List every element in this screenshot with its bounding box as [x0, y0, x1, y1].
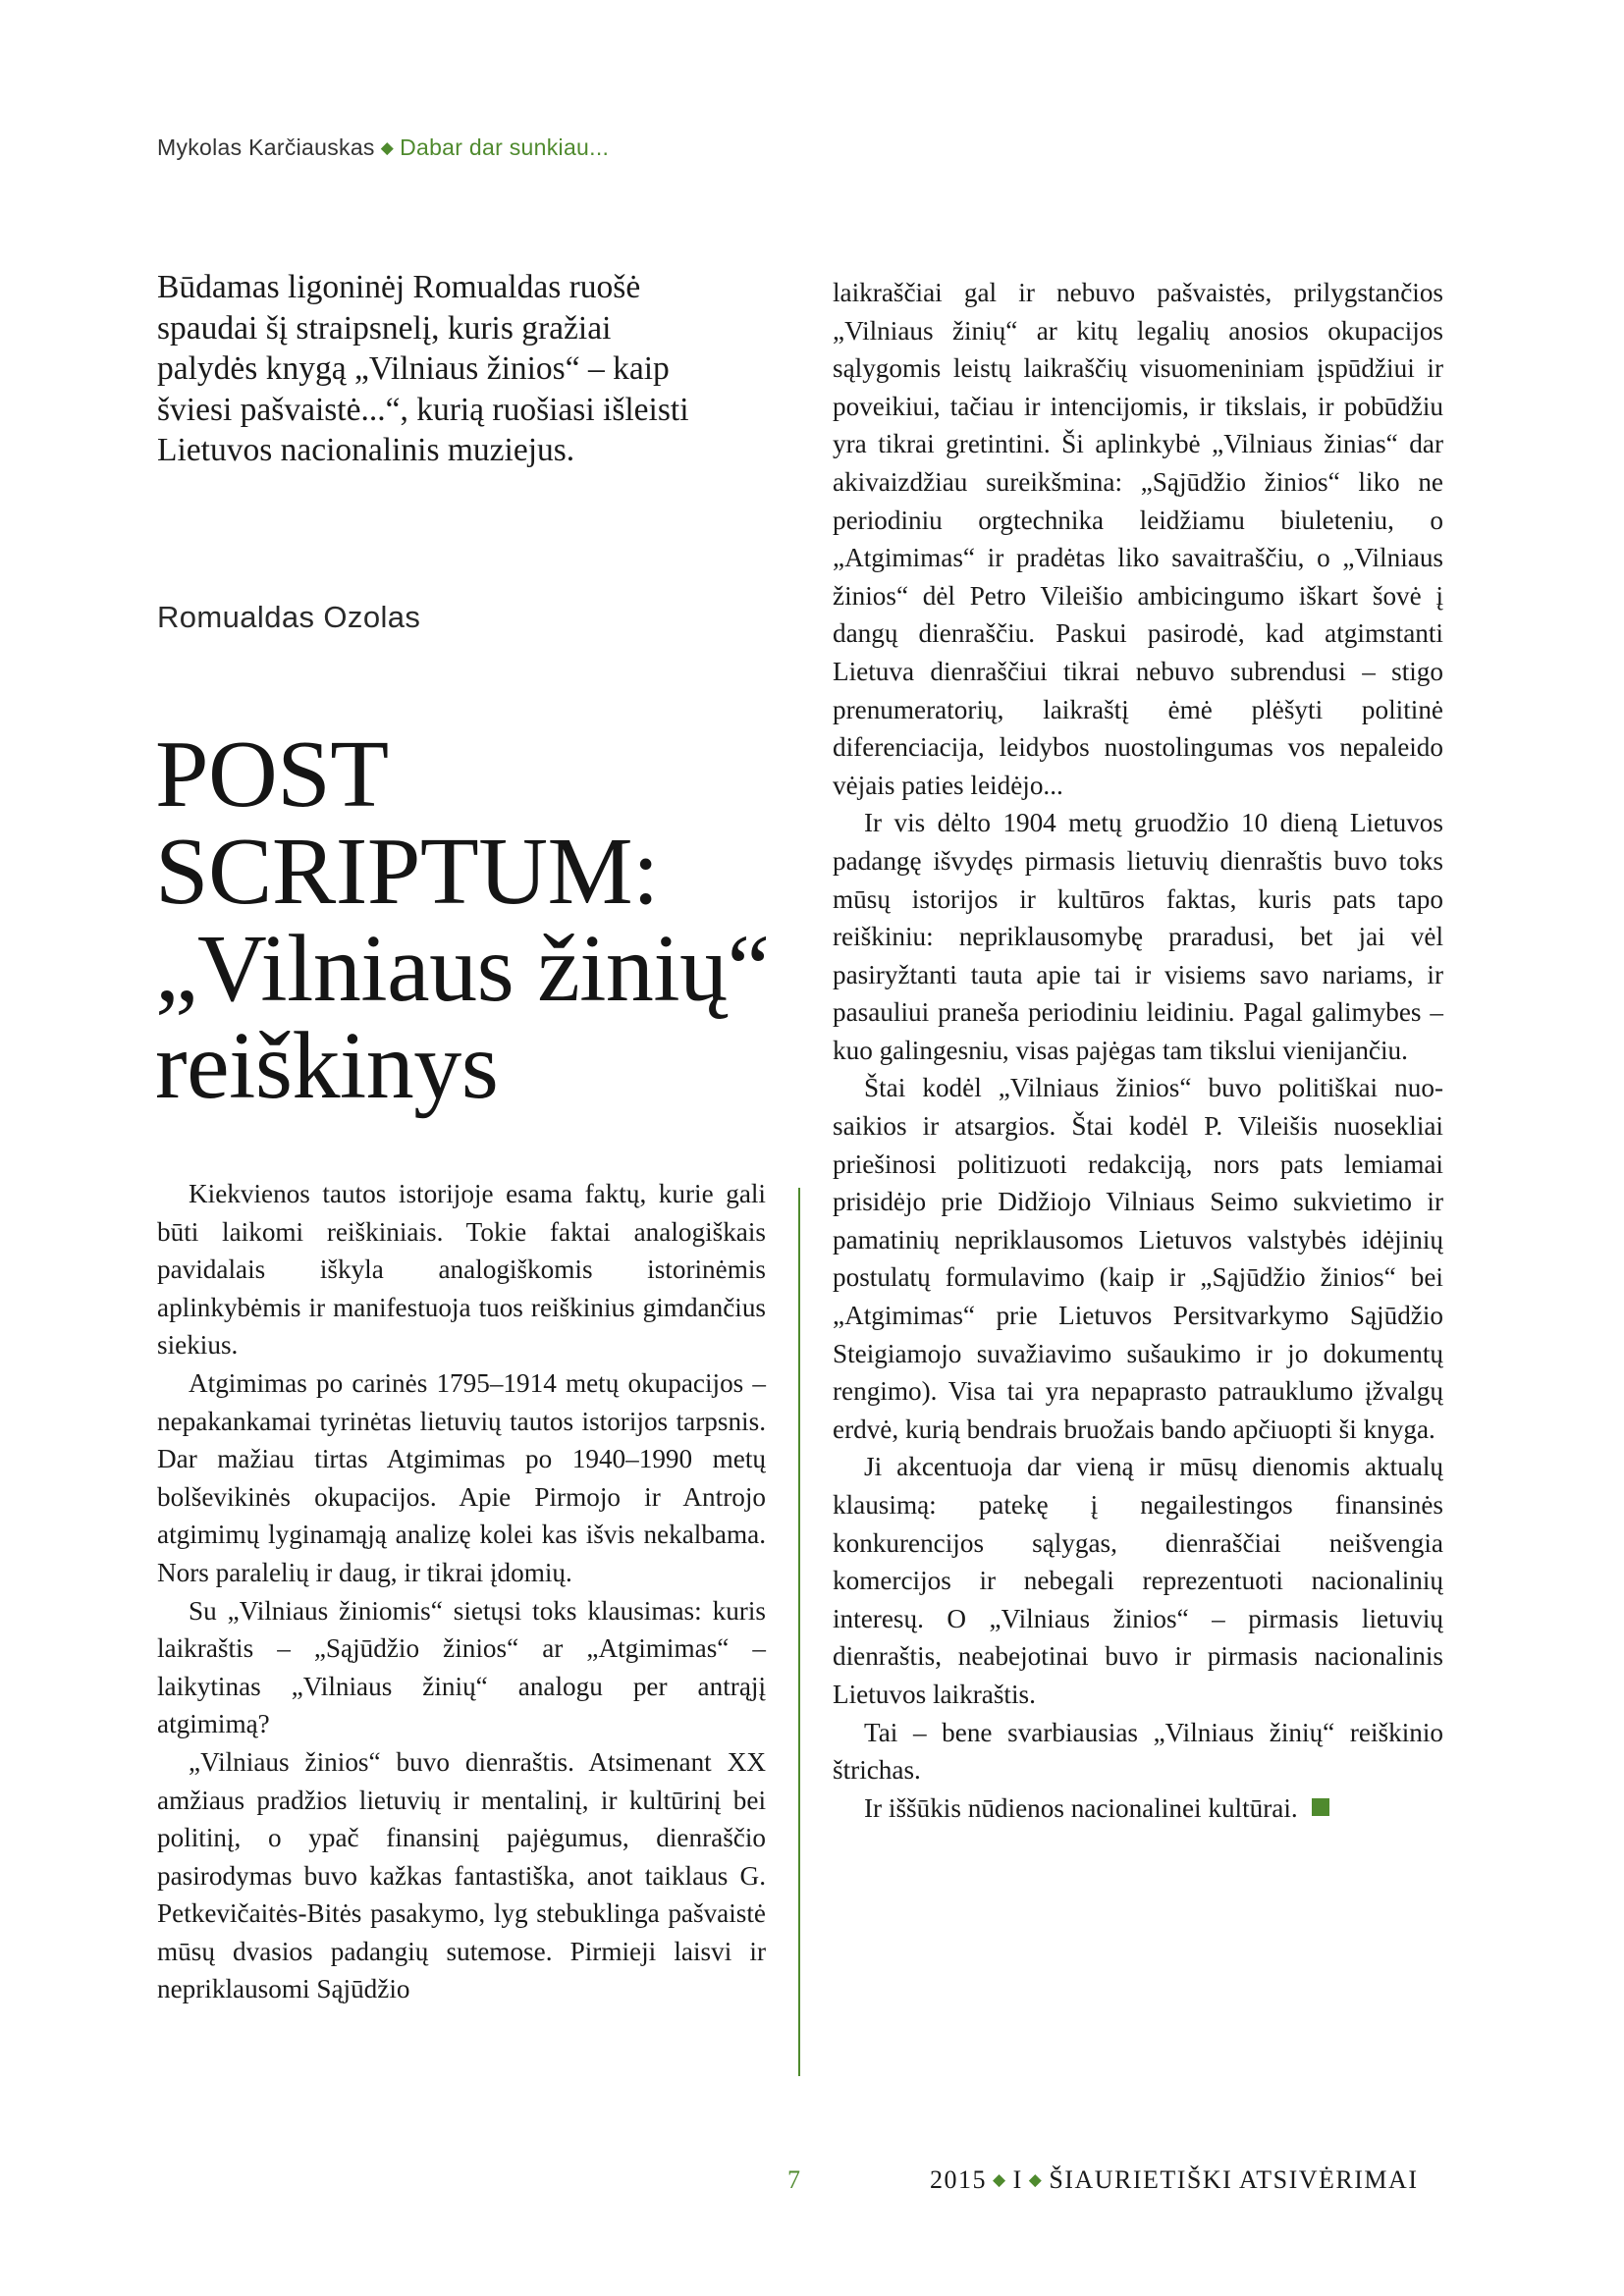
- column-divider: [798, 1188, 800, 2076]
- body-paragraph-3: Su „Vilniaus žiniomis“ sietųsi toks klausimas: kuris laikraštis – „Sąjūdžio žinios“ ar „Atgimimas“ – laikytinas „Vilniaus žinių“ analogu per antrąjį atgimimą?: [157, 1595, 766, 1739]
- headline-line-1: POST: [155, 721, 389, 828]
- running-head-author: Mykolas Karčiauskas: [157, 134, 375, 160]
- page-number: 7: [787, 2165, 800, 2194]
- body-paragraph-8: Tai – bene svarbiausias „Vilniaus žinių“ reiškinio štrichas.: [833, 1717, 1443, 1786]
- headline-line-2: SCRIPTUM:: [155, 819, 659, 925]
- body-paragraph-7: Ji akcentuoja dar vieną ir mūsų dienomis aktualų klausimą: patekę į negailestingos finansinės konkurencijos sąlygas, dienraščiai neišvengia komercijos ir nebegali reprezentuoti nacionalinių interesų. O „Vilniaus žinios“ – pirmasis lietuvių dienraštis, neabejotinai buvo ir pirmasis nacionalinis Lietuvos laikraštis.: [833, 1452, 1443, 1709]
- journal-footer: [930, 2165, 1419, 2195]
- intro-note: [157, 267, 707, 471]
- end-of-article-square-icon: [1312, 1798, 1329, 1816]
- body-column-left: [157, 1175, 766, 2008]
- body-paragraph-4-part-1: „Vilniaus žinios“ buvo dienraštis. Atsimenant XX amžiaus pradžios lietuvių ir mentalinį, ir kultūrinį bei politinį, o ypač finansinį pajėgumus, dienraščio pasirodymas buvo kažkas fantastiška, anot taiklaus G. Petkevičaitės-Bitės pasakymo, lyg stebuklinga pašvaistė mūsų dvasios padangių sutemose. Pirmieji laisvi ir nepriklausomi Sąjūdžio: [157, 1746, 766, 2004]
- running-head: [157, 134, 609, 161]
- body-paragraph-2: Atgimimas po carinės 1795–1914 metų okupacijos – nepakankamai tyrinėtas lietuvių tautos istorijos tarpsnis. Dar mažiau tirtas Atgimimas po 1940–1990 metų bolševikinės okupacijos. Apie Pirmojo ir Antrojo atgimimų lyginamąją analizę kolei kas išvis nekalbama. Nors paralelių ir daug, ir tikrai įdomių.: [157, 1367, 766, 1587]
- body-paragraph-5: Ir vis dėlto 1904 metų gruodžio 10 dieną Lietuvos padangę išvydęs pirmasis lietuvių dienraštis buvo toks mūsų istorijos ir kultūros faktas, kuris pats tapo reiškiniu: nepriklausomybę praradusi, bet jai vėl pasiryžtanti tauta apie tai ir visiems savo nariams, ir pasauliui praneša periodiniu leidiniu. Pagal galimybes – kuo galingesniu, visas pajėgas tam tikslui vienijančiu.: [833, 808, 1443, 1065]
- footer-issue: I: [1012, 2165, 1023, 2194]
- footer-journal-name: ŠIAURIETIŠKI ATSIVĖRIMAI: [1049, 2165, 1419, 2194]
- running-head-title: Dabar dar sunkiau...: [400, 134, 610, 160]
- diamond-icon: ◆: [993, 2170, 1007, 2189]
- intro-text: Būdamas ligoninėj Romualdas ruošė spaudai šį straipsnelį, kuris gražiai palydės knygą „Vilniaus žinios“ – kaip šviesi pašvaistė...“, kurią ruošiasi išleisti Lietuvos nacionalinis muziejus.: [157, 269, 689, 468]
- body-column-right: [833, 274, 1443, 1827]
- body-paragraph-4-part-2: laikraščiai gal ir nebuvo pašvaistės, prilygstančios „Vilniaus žinių“ ar kitų legalių anosios okupacijos sąlygomis leistų laikraščių visuomeniniam įspūdžiui ir poveikiui, tačiau ir intencijomis, ir tikslais, ir pobūdžiu yra tikrai gretintini. Ši aplinkybė „Vilniaus žinias“ dar akivaizdžiau sureikšmina: „Sąjūdžio žinios“ liko ne periodiniu orgtechnika leidžiamu biuleteniu, o „Atgimimas“ ir pradėtas liko savaitraščiu, o „Vilniaus žinios“ dėl Petro Vileišio ambicingumo iškart šovė į dangų dienraščiu. Paskui pasirodė, kad atgimstanti Lietuva dienraščiui tikrai nebuvo subrendusi – stigo prenumeratorių, laikraštį ėmė plėšyti politinė diferenciacija, leidybos nuostolingumas vos nepaleido vėjais paties leidėjo...: [833, 278, 1443, 800]
- diamond-icon: ◆: [1028, 2170, 1044, 2189]
- body-paragraph-6: Štai kodėl „Vilniaus žinios“ buvo politiškai nuosaikios ir atsargios. Štai kodėl P. Vileišis nuosekliai priešinosi politizuoti redakciją, nors pats lemiamai prisidėjo prie Didžiojo Vilniaus Seimo sukvietimo ir pamatinių nepriklausomos Lietuvos valstybės idėjinių postulatų formulavimo (kaip ir „Sąjūdžio žinios“ bei „Atgimimas“ prie Lietuvos Persitvarkymo Sąjūdžio Steigiamojo suvažiavimo sušaukimo ir jo dokumentų rengimo). Visa tai yra nepaprasto patrauklumo įžvalgų erdvė, kurią bendrais bruožais bando apčiuopti ši knyga.: [833, 1073, 1443, 1444]
- article-headline: [155, 721, 770, 1119]
- byline: Romualdas Ozolas: [157, 600, 421, 634]
- headline-line-4: reiškinys: [155, 1013, 499, 1119]
- body-paragraph-9: [833, 1789, 1443, 1828]
- footer-year: 2015: [930, 2165, 987, 2194]
- closing-sentence: Ir iššūkis nūdienos nacionalinei kultūrai.: [864, 1792, 1298, 1823]
- diamond-icon: ◆: [380, 138, 395, 157]
- body-paragraph-1: Kiekvienos tautos istorijoje esama faktų, kurie gali būti laikomi reiškiniais. Tokie faktai analogiškais pavidalais iškyla analogiškomis istorinėmis aplinkybėmis ir manifestuoja tuos reiškinius gimdančius siekius.: [157, 1179, 766, 1361]
- headline-line-3: „Vilniaus žinių“: [155, 916, 770, 1022]
